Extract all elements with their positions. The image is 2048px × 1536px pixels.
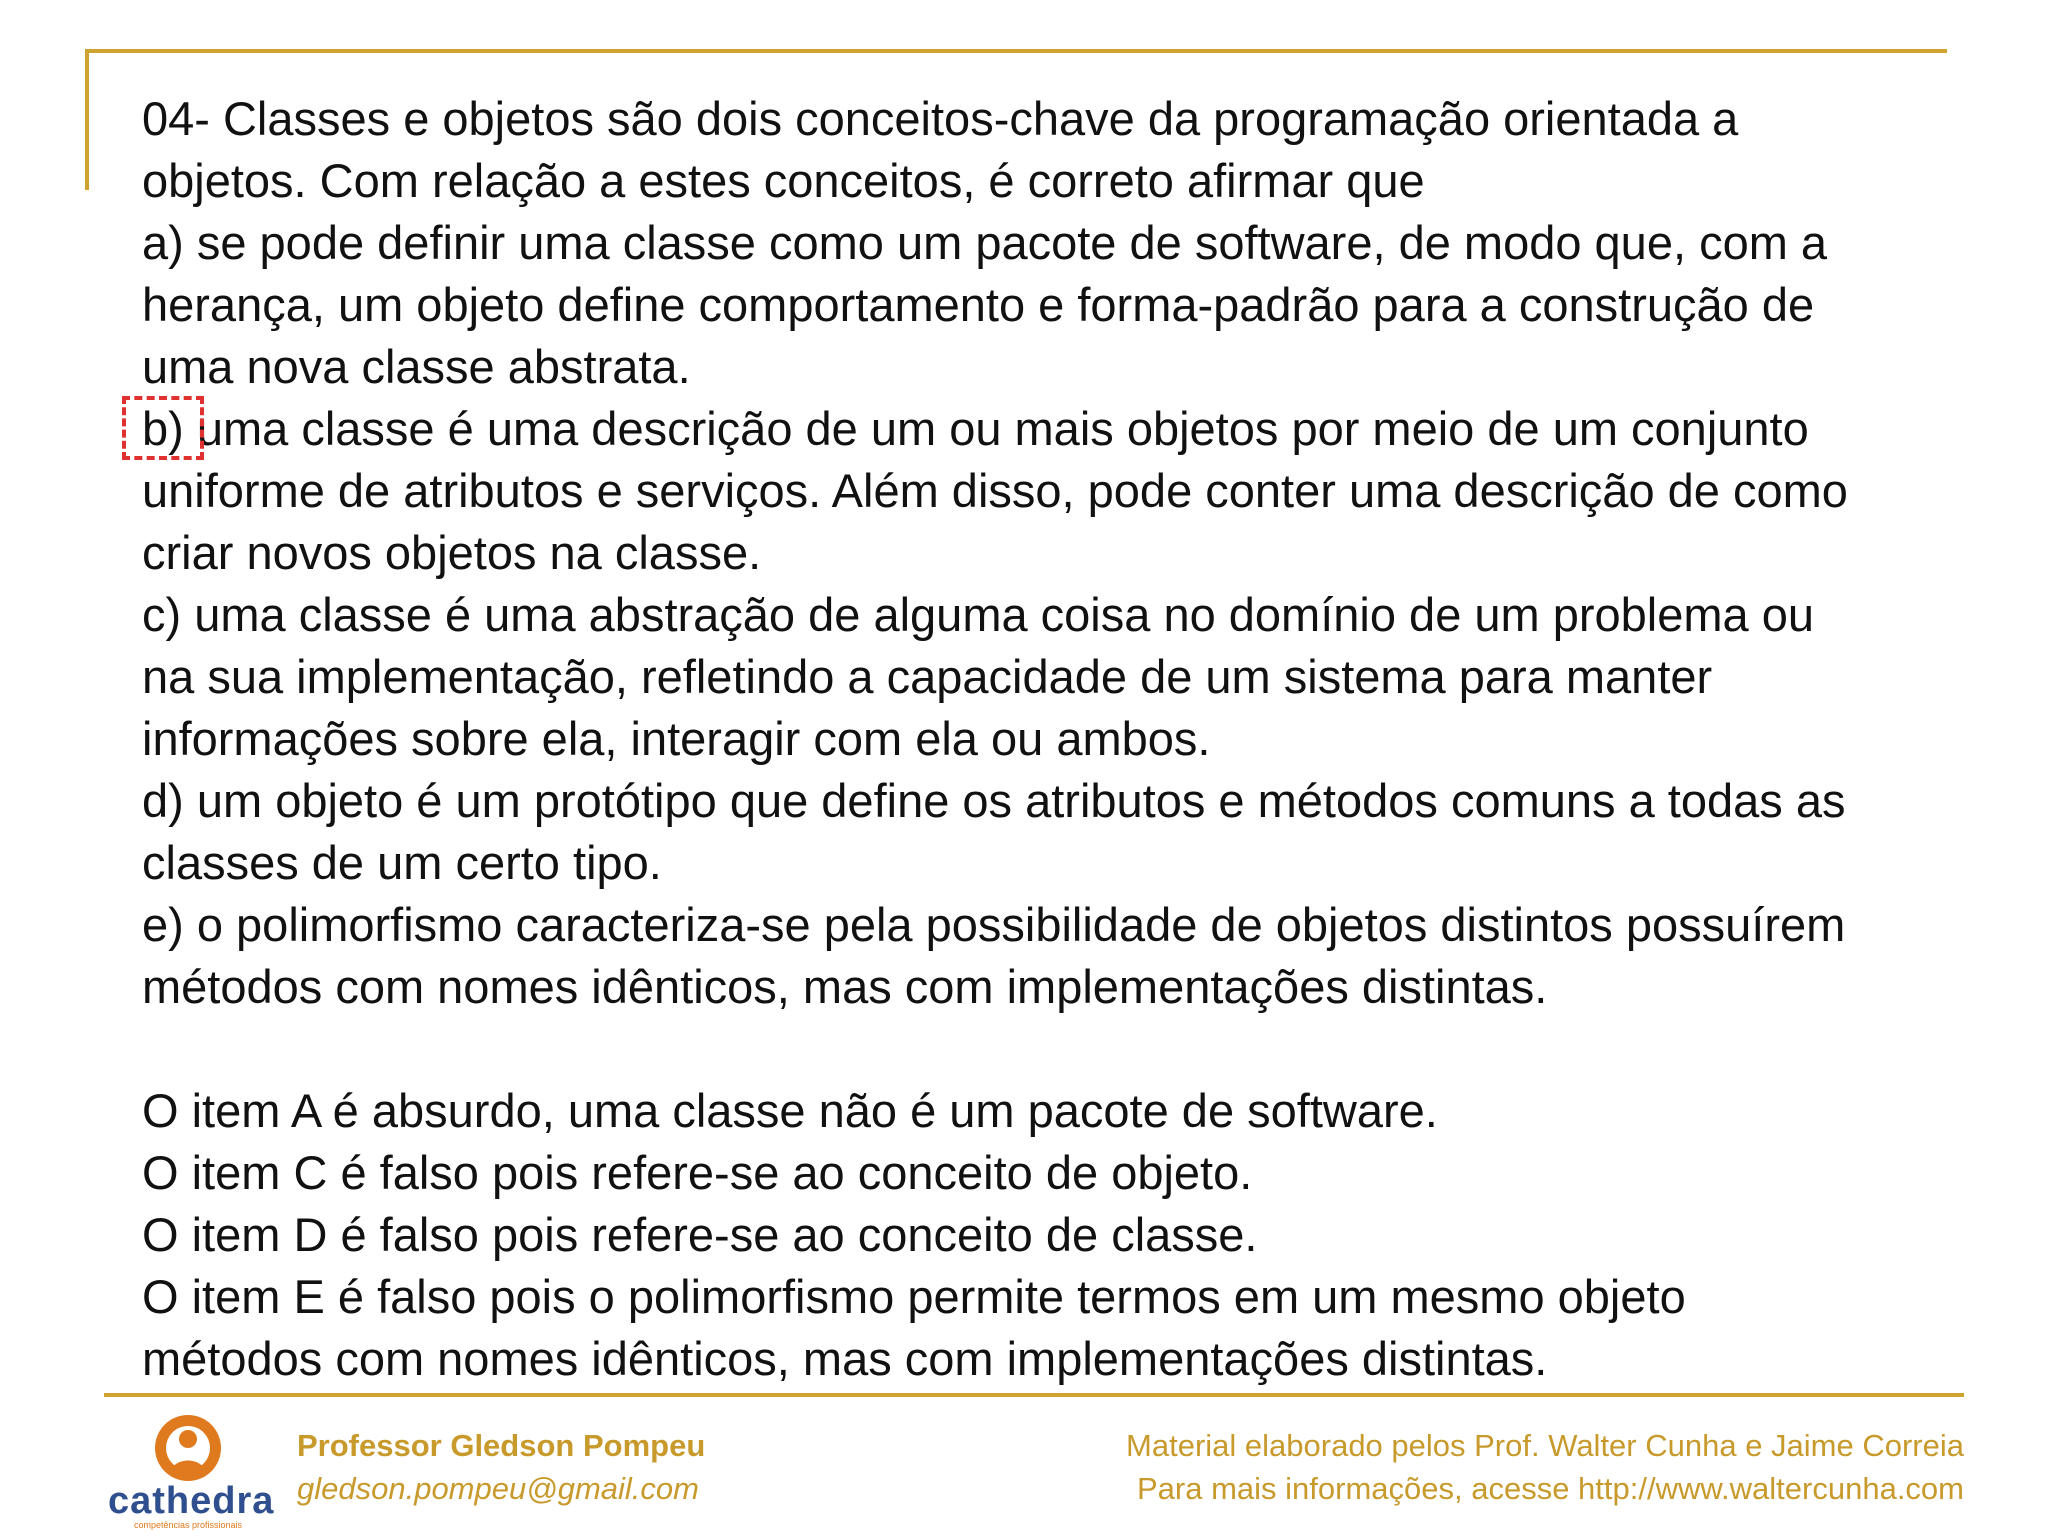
option-c-line: c) uma classe é uma abstração de alguma coisa no domínio de um problema ou bbox=[142, 588, 1815, 641]
footer-divider bbox=[104, 1393, 1964, 1397]
option-b-label: b) bbox=[142, 402, 184, 455]
explanation-line: O item E é falso pois o polimorfismo permite termos em um mesmo objeto bbox=[142, 1270, 1686, 1323]
option-a-line: a) se pode definir uma classe como um pacote de software, de modo que, com a bbox=[142, 216, 1828, 269]
option-d-line: classes de um certo tipo. bbox=[142, 836, 662, 889]
option-e-line: métodos com nomes idênticos, mas com implementações distintas. bbox=[142, 960, 1548, 1013]
option-a-line: herança, um objeto define comportamento e forma-padrão para a construção de bbox=[142, 278, 1815, 331]
correct-answer-marker bbox=[142, 398, 184, 460]
credit-line-1: Material elaborado pelos Prof. Walter Cunha e Jaime Correia bbox=[1126, 1428, 1964, 1463]
explanation-line: O item C é falso pois refere-se ao conceito de objeto. bbox=[142, 1146, 1253, 1199]
answer-highlight-box bbox=[122, 396, 204, 460]
explanation-line: métodos com nomes idênticos, mas com implementações distintas. bbox=[142, 1332, 1548, 1385]
spacer bbox=[142, 1018, 2022, 1080]
professor-name: Professor Gledson Pompeu bbox=[297, 1428, 706, 1463]
option-e-line: e) o polimorfismo caracteriza-se pela possibilidade de objetos distintos possuírem bbox=[142, 898, 1846, 951]
credit-line-2: Para mais informações, acesse http://www.waltercunha.com bbox=[1136, 1471, 1964, 1506]
explanation-line: O item A é absurdo, uma classe não é um pacote de software. bbox=[142, 1084, 1438, 1137]
option-c-line: informações sobre ela, interagir com ela ou ambos. bbox=[142, 712, 1211, 765]
explanation-line: O item D é falso pois refere-se ao conceito de classe. bbox=[142, 1208, 1258, 1261]
cathedra-person-icon bbox=[108, 1412, 268, 1484]
option-b-line: criar novos objetos na classe. bbox=[142, 526, 762, 579]
question-line: 04- Classes e objetos são dois conceitos-chave da programação orientada a bbox=[142, 92, 1739, 145]
option-d-line: d) um objeto é um protótipo que define os atributos e métodos comuns a todas as bbox=[142, 774, 1846, 827]
logo-wordmark: cathedra bbox=[108, 1480, 275, 1522]
frame-top-line bbox=[85, 49, 1947, 53]
logo-tagline: competências profissionais bbox=[133, 1520, 243, 1530]
professor-email: gledson.pompeu@gmail.com bbox=[297, 1471, 699, 1506]
cathedra-logo bbox=[108, 1412, 275, 1530]
question-line: objetos. Com relação a estes conceitos, é correto afirmar que bbox=[142, 154, 1425, 207]
option-b-line bbox=[142, 398, 2022, 460]
slide-content bbox=[142, 88, 2022, 1390]
option-a-line: uma nova classe abstrata. bbox=[142, 340, 691, 393]
option-b-line: uniforme de atributos e serviços. Além disso, pode conter uma descrição de como bbox=[142, 464, 1848, 517]
frame-left-line bbox=[85, 49, 89, 190]
option-c-line: na sua implementação, refletindo a capacidade de um sistema para manter bbox=[142, 650, 1713, 703]
option-b-text: uma classe é uma descrição de um ou mais objetos por meio de um conjunto bbox=[183, 402, 1809, 455]
